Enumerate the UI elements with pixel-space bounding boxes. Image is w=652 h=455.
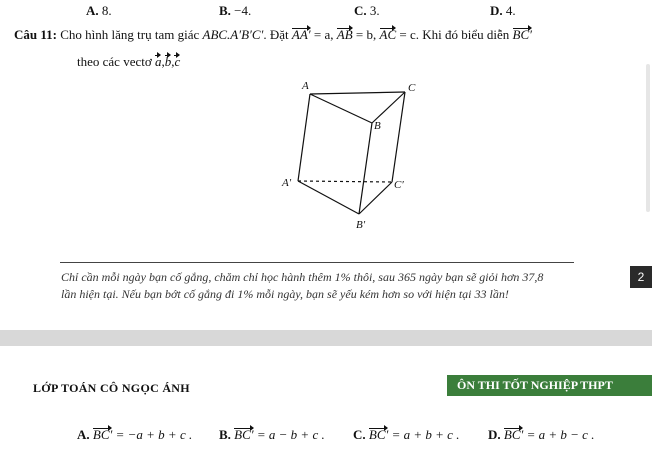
prev-option-a — [86, 3, 112, 19]
answer-b-vector: BC′ — [234, 427, 254, 442]
scrollbar[interactable] — [646, 64, 650, 212]
comma-2: , — [171, 54, 175, 69]
answer-c-vector: BC′ — [368, 427, 389, 442]
question-line-1 — [14, 27, 532, 43]
answer-d-rhs: = a + b − c . — [526, 427, 595, 442]
answer-d[interactable] — [488, 427, 594, 443]
label-b1: B′ — [356, 219, 366, 231]
answer-a[interactable] — [77, 427, 192, 443]
page-number-badge: 2 — [630, 266, 652, 288]
edge-aa1 — [298, 94, 310, 181]
question-text-1: Cho hình lăng trụ tam giác — [60, 27, 200, 42]
label-c: C — [408, 82, 416, 94]
edge-cc1 — [392, 92, 405, 182]
label-a: A — [302, 80, 309, 92]
answer-a-label: A. — [77, 427, 90, 442]
answer-d-label: D. — [488, 427, 501, 442]
answer-a-vector: BC′ — [92, 427, 113, 442]
vector-bc: BC′ — [512, 27, 532, 42]
edge-bb1 — [359, 123, 372, 214]
prism-name: ABC.A′B′C′ — [202, 27, 264, 42]
prev-option-c-label: C. — [354, 3, 367, 18]
prev-option-b — [219, 3, 251, 19]
edge-ac — [310, 92, 405, 94]
quote-line-1: Chỉ cần mỗi ngày bạn cố gắng, chăm chỉ học hành thêm 1% thôi, sau 365 ngày bạn sẽ giỏi hơn 37,8 — [61, 270, 544, 284]
question-number: Câu 11: — [14, 27, 57, 42]
edge-a1b1 — [298, 181, 359, 214]
eq-a: = a, — [313, 27, 337, 42]
question-line-2 — [77, 54, 180, 70]
label-c1: C′ — [394, 179, 404, 191]
answer-a-rhs: = −a + b + c . — [115, 427, 193, 442]
question-text-3: . Khi đó biểu diễn — [415, 27, 510, 42]
answer-c-rhs: = a + b + c . — [391, 427, 460, 442]
edge-bc — [372, 92, 405, 123]
prism-figure — [270, 78, 430, 240]
vector-b: b — [164, 54, 172, 69]
eq-b: = b, — [355, 27, 380, 42]
prev-option-d — [490, 3, 516, 19]
prev-option-a-label: A. — [86, 3, 99, 18]
edge-ab — [310, 94, 372, 123]
answer-b-label: B. — [219, 427, 231, 442]
footer-exam-title: ÔN THI TỐT NGHIỆP THPT — [447, 375, 652, 396]
vector-ac: AC — [379, 27, 397, 42]
eq-c: = c — [399, 27, 416, 42]
label-b: B — [374, 120, 381, 132]
prev-option-c — [354, 3, 380, 19]
prev-option-d-label: D. — [490, 3, 503, 18]
answer-d-vector: BC′ — [503, 427, 524, 442]
prev-option-b-value: −4. — [234, 3, 252, 18]
edge-b1c1 — [359, 182, 392, 214]
answer-b-rhs: = a − b + c . — [256, 427, 325, 442]
vector-c: c — [174, 54, 181, 69]
page-separator — [0, 330, 652, 346]
vector-a: a — [154, 54, 162, 69]
prev-option-c-value: 3. — [369, 3, 380, 18]
vector-ab: AB — [336, 27, 353, 42]
vector-aa: AA′ — [291, 27, 311, 42]
footer-class-name: LỚP TOÁN CÔ NGỌC ÁNH — [33, 381, 190, 395]
answer-c[interactable] — [353, 427, 459, 443]
label-a1: A′ — [282, 177, 292, 189]
quote-line-2: lần hiện tại. Nếu bạn bớt cố gắng đi 1% mỗi ngày, bạn sẽ yếu kém hơn so với hiện tại 33 lần! — [61, 287, 509, 301]
comma-1: , — [161, 54, 165, 69]
question-line-2-text: theo các vectơ — [77, 54, 152, 69]
prev-option-b-label: B. — [219, 3, 231, 18]
question-text-2: . Đặt — [263, 27, 289, 42]
prev-option-d-value: 4. — [505, 3, 516, 18]
prev-option-a-value: 8. — [101, 3, 112, 18]
divider — [60, 262, 574, 263]
answer-c-label: C. — [353, 427, 366, 442]
answer-b[interactable] — [219, 427, 325, 443]
edge-a1c1-hidden — [298, 181, 392, 182]
